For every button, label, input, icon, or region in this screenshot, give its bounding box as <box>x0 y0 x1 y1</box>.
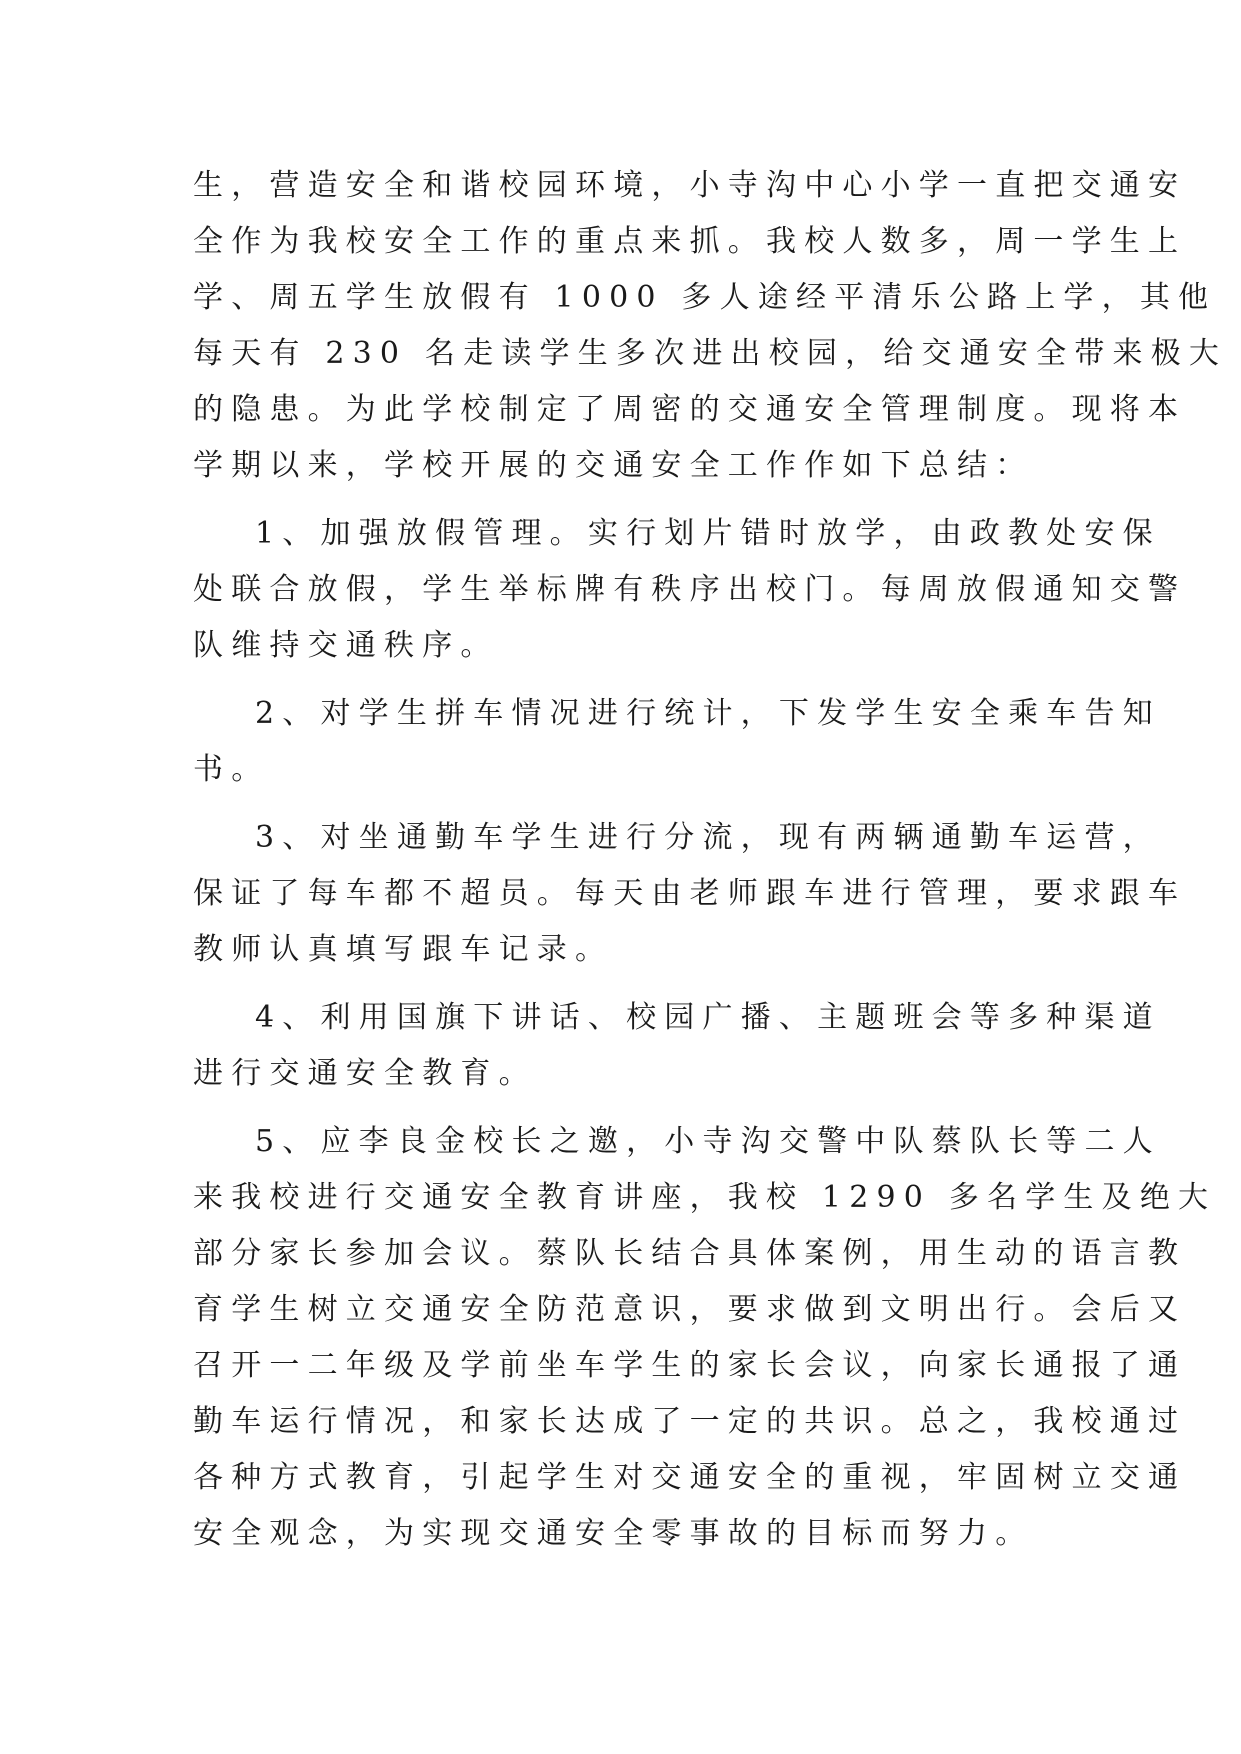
text-line: 每天有 230 名走读学生多次进出校园，给交通安全带来极大 <box>193 336 1228 371</box>
paragraph-3-start: 3、对坐通勤车学生进行分流，现有两辆通勤车运营， <box>255 820 1161 855</box>
text-line: 来我校进行交通安全教育讲座，我校 1290 多名学生及绝大 <box>193 1180 1217 1215</box>
text-line: 部分家长参加会议。蔡队长结合具体案例，用生动的语言教 <box>193 1236 1187 1271</box>
text-line: 的隐患。为此学校制定了周密的交通安全管理制度。现将本 <box>193 392 1187 427</box>
paragraph-4-start: 4、利用国旗下讲话、校园广播、主题班会等多种渠道 <box>255 1000 1161 1035</box>
text-line: 生，营造安全和谐校园环境，小寺沟中心小学一直把交通安 <box>193 168 1187 203</box>
text-line: 安全观念，为实现交通安全零事故的目标而努力。 <box>193 1516 1034 1551</box>
text-line: 召开一二年级及学前坐车学生的家长会议，向家长通报了通 <box>193 1348 1187 1383</box>
paragraph-2-start: 2、对学生拼车情况进行统计，下发学生安全乘车告知 <box>255 696 1161 731</box>
text-line: 勤车运行情况，和家长达成了一定的共识。总之，我校通过 <box>193 1404 1187 1439</box>
text-line: 全作为我校安全工作的重点来抓。我校人数多，周一学生上 <box>193 224 1187 259</box>
paragraph-1-start: 1、加强放假管理。实行划片错时放学，由政教处安保 <box>255 516 1161 551</box>
text-line: 教师认真填写跟车记录。 <box>193 932 614 967</box>
text-line: 学期以来，学校开展的交通安全工作作如下总结： <box>193 448 1034 483</box>
text-line: 育学生树立交通安全防范意识，要求做到文明出行。会后又 <box>193 1292 1187 1327</box>
text-line: 书。 <box>193 752 270 787</box>
text-line: 学、周五学生放假有 1000 多人途经平清乐公路上学，其他 <box>193 280 1217 315</box>
text-line: 队维持交通秩序。 <box>193 628 499 663</box>
text-line: 进行交通安全教育。 <box>193 1056 537 1091</box>
text-line: 各种方式教育，引起学生对交通安全的重视，牢固树立交通 <box>193 1460 1187 1495</box>
paragraph-5-start: 5、应李良金校长之邀，小寺沟交警中队蔡队长等二人 <box>255 1124 1161 1159</box>
document-body <box>193 158 1228 1562</box>
text-line: 处联合放假，学生举标牌有秩序出校门。每周放假通知交警 <box>193 572 1187 607</box>
text-line: 保证了每车都不超员。每天由老师跟车进行管理，要求跟车 <box>193 876 1187 911</box>
